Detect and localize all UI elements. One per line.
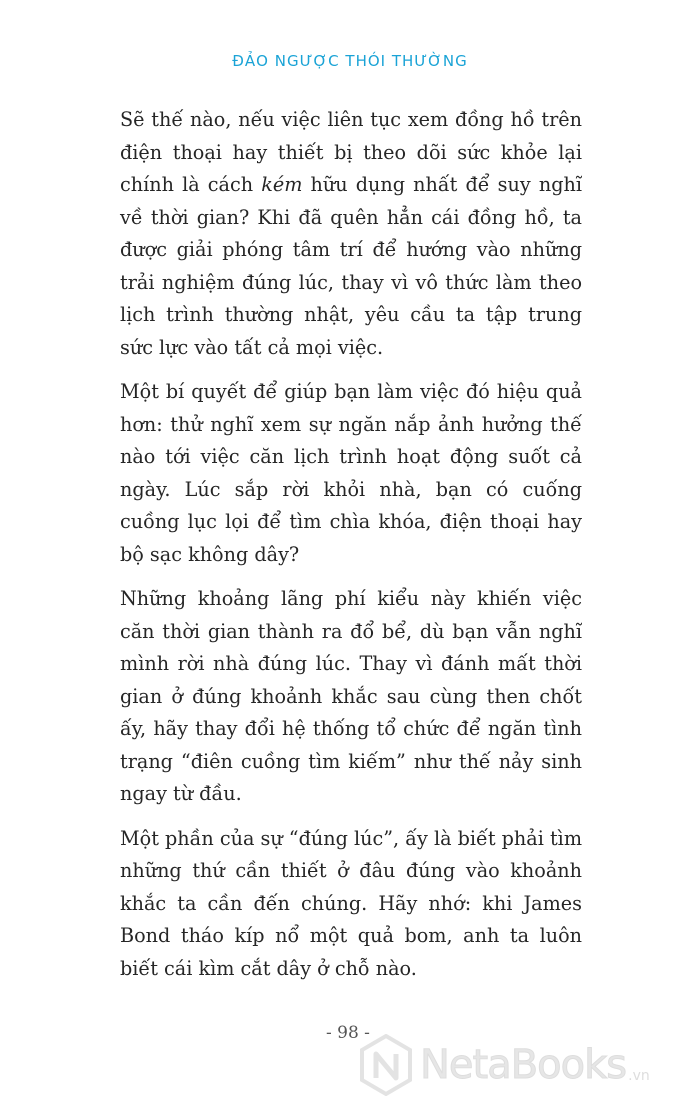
- paragraph-3: Những khoảng lãng phí kiểu này khiến việc căn thời gian thành ra đổ bể, dù bạn vẫn nghĩ mình rời nhà đúng lúc. Thay vì đánh mất thời gian ở đúng khoảnh khắc sau cùng then chốt ấy, hãy thay đổi hệ thống tổ chức để ngăn tình trạng “điên cuồng tìm kiếm” như thế nảy sinh ngay từ đầu.: [120, 587, 582, 805]
- paragraph-4: Một phần của sự “đúng lúc”, ấy là biết phải tìm những thứ cần thiết ở đâu đúng vào khoảnh khắc ta cần đến chúng. Hãy nhớ: khi James Bond tháo kíp nổ một quả bom, anh ta luôn biết cái kìm cắt dây ở chỗ nào.: [120, 826, 583, 980]
- paragraph-1-rest: hữu dụng nhất để suy nghĩ về thời gian? Khi đã quên hẳn cái đồng hồ, ta được giải phóng tâm trí để hướng vào những trải nghiệm đúng lúc, thay vì vô thức làm theo lịch trình thường nhật, yêu cầu ta tập trung sức lực vào tất cả mọi việc.: [120, 173, 582, 359]
- watermark: [360, 1030, 650, 1100]
- page-number: - 98 -: [326, 1023, 370, 1043]
- paragraph-1-lead: Sẽ thế nào, nếu việc liên tục xem đồng hồ trên điện thoại hay thiết bị theo dõi sức khỏe lại chính là cách: [120, 108, 582, 196]
- running-head-title: ĐẢO NGƯỢC THÓI THƯỜNG: [232, 52, 468, 70]
- paragraph-2: Một bí quyết để giúp bạn làm việc đó hiệu quả hơn: thử nghĩ xem sự ngăn nắp ảnh hưởng thế nào tới việc căn lịch trình hoạt động suốt cả ngày. Lúc sắp rời khỏi nhà, bạn có cuống cuồng lục lọi để tìm chìa khóa, điện thoại hay bộ sạc không dây?: [120, 380, 582, 566]
- watermark-brand: NetaBooks: [420, 1042, 627, 1088]
- paragraph-1: [120, 104, 582, 364]
- netabooks-n-logo-icon: [360, 1034, 412, 1096]
- book-body-text: [120, 104, 582, 997]
- watermark-tld: .vn: [628, 1068, 650, 1084]
- emphasis-kem: kém: [261, 173, 303, 196]
